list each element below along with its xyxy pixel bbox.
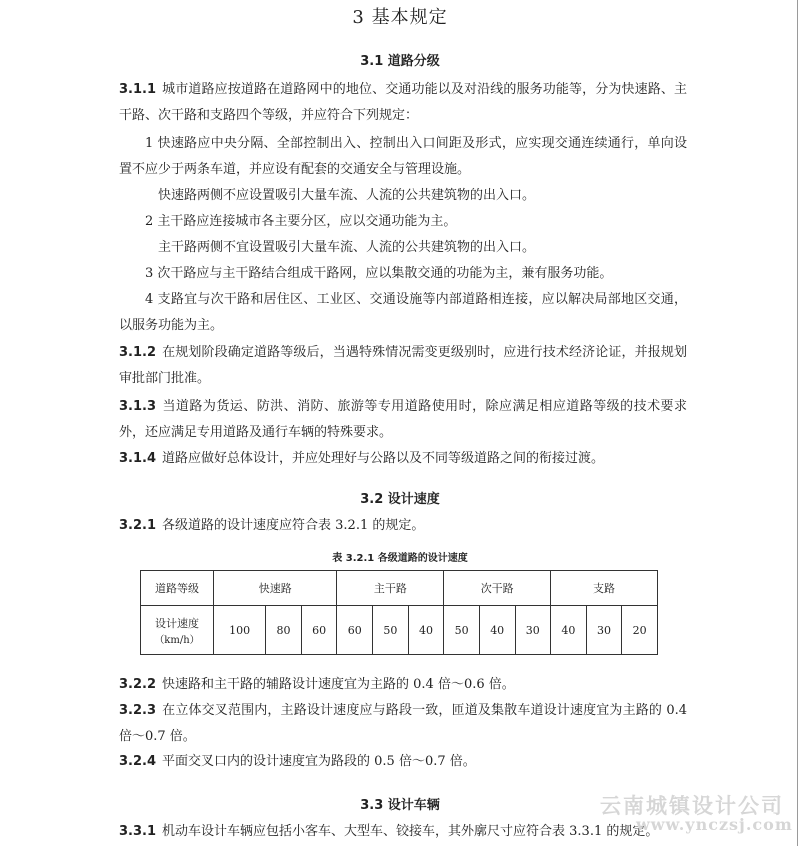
clause-code: 3.3.1 <box>119 824 157 839</box>
road-class-cell: 快速路 <box>214 571 337 606</box>
clause-code: 3.2.4 <box>119 754 157 769</box>
clause-3-3-1 <box>119 819 687 845</box>
watermark-company: 云南城镇设计公司 <box>600 793 784 818</box>
row-label-unit: （km/h） <box>154 634 200 646</box>
section-title-3-1: 3.1 道路分级 <box>360 54 440 69</box>
clause-3-1-1-item-3: 3 次干路应与主干路结合组成干路网，应以集散交通的功能为主，兼有服务功能。 <box>145 266 613 281</box>
speed-cell: 20 <box>622 606 658 655</box>
clause-text: 平面交叉口内的设计速度宜为路段的 0.5 倍～0.7 倍。 <box>162 754 476 769</box>
clause-text: 城市道路应按道路在道路网中的地位、交通功能以及对沿线的服务功能等，分为快速路、主干路、次干路和支路四个等级，并应符合下列规定： <box>119 82 687 123</box>
table-header-row <box>141 571 658 606</box>
clause-code: 3.1.4 <box>119 451 157 466</box>
section-title-3-2: 3.2 设计速度 <box>360 492 440 507</box>
chapter-title: 3 基本规定 <box>352 7 448 28</box>
watermark-url: www.ynczsj.com <box>636 815 793 834</box>
clause-3-2-2 <box>119 672 687 698</box>
clause-text: 在规划阶段确定道路等级后，当遇特殊情况需变更级别时，应进行技术经济论证，并报规划审批部门批准。 <box>119 345 687 386</box>
speed-cell: 40 <box>408 606 444 655</box>
clause-3-1-1-item-1: 1 快速路应中央分隔、全部控制出入、控制出入口间距及形式，应实现交通连续通行，单向设置不应少于两条车道，并应设有配套的交通安全与管理设施。 <box>119 136 687 177</box>
clause-code: 3.1.3 <box>119 399 157 414</box>
clause-3-1-1-item-2: 2 主干路应连接城市各主要分区，应以交通功能为主。 <box>145 214 457 229</box>
road-class-cell: 支路 <box>551 571 658 606</box>
clause-3-2-3 <box>119 698 687 750</box>
speed-cell: 50 <box>373 606 409 655</box>
clause-code: 3.2.3 <box>119 703 157 718</box>
row-label-text: 设计速度 <box>155 616 199 630</box>
clause-3-2-4 <box>119 749 687 775</box>
row-label-road-class: 道路等级 <box>141 571 214 606</box>
speed-cell: 50 <box>444 606 480 655</box>
speed-cell: 40 <box>479 606 515 655</box>
table-caption: 表 3.2.1 各级道路的设计速度 <box>332 553 468 564</box>
clause-text: 各级道路的设计速度应符合表 3.2.1 的规定。 <box>162 518 425 533</box>
clause-3-1-3 <box>119 394 687 446</box>
section-title-3-3: 3.3 设计车辆 <box>360 798 440 813</box>
clause-text: 道路应做好总体设计，并应处理好与公路以及不同等级道路之间的衔接过渡。 <box>162 451 605 466</box>
clause-3-1-4 <box>119 446 687 472</box>
clause-code: 3.2.2 <box>119 677 157 692</box>
clause-text: 机动车设计车辆应包括小客车、大型车、铰接车，其外廓尺寸应符合表 3.3.1 的规定。 <box>162 824 659 839</box>
clause-code: 3.1.1 <box>119 82 157 97</box>
row-label-design-speed <box>141 606 214 655</box>
speed-cell: 30 <box>515 606 551 655</box>
clause-3-1-1-item-4: 4 支路宜与次干路和居住区、工业区、交通设施等内部道路相连接，应以解决局部地区交通，以服务功能为主。 <box>119 292 687 333</box>
clause-3-1-1 <box>119 77 687 129</box>
speed-cell: 100 <box>214 606 266 655</box>
clause-3-2-1 <box>119 513 687 539</box>
clause-text: 在立体交叉范围内，主路设计速度应与路段一致，匝道及集散车道设计速度宜为主路的 0.4 倍～0.7 倍。 <box>119 703 687 744</box>
speed-cell: 40 <box>551 606 587 655</box>
road-class-cell: 主干路 <box>337 571 444 606</box>
design-speed-table <box>140 570 658 655</box>
clause-3-1-1-item-2-note: 主干路两侧不宜设置吸引大量车流、人流的公共建筑物的出入口。 <box>158 240 536 255</box>
table-speed-row <box>141 606 658 655</box>
speed-cell: 60 <box>337 606 373 655</box>
speed-cell: 60 <box>301 606 337 655</box>
clause-text: 快速路和主干路的辅路设计速度宜为主路的 0.4 倍～0.6 倍。 <box>162 677 515 692</box>
clause-code: 3.2.1 <box>119 518 157 533</box>
speed-cell: 30 <box>586 606 622 655</box>
road-class-cell: 次干路 <box>444 571 551 606</box>
clause-3-1-2 <box>119 340 687 392</box>
clause-3-1-1-item-1-note: 快速路两侧不应设置吸引大量车流、人流的公共建筑物的出入口。 <box>158 188 536 203</box>
clause-code: 3.1.2 <box>119 345 157 360</box>
clause-text: 当道路为货运、防洪、消防、旅游等专用道路使用时，除应满足相应道路等级的技术要求外，还应满足专用道路及通行车辆的特殊要求。 <box>119 399 687 440</box>
speed-cell: 80 <box>266 606 302 655</box>
